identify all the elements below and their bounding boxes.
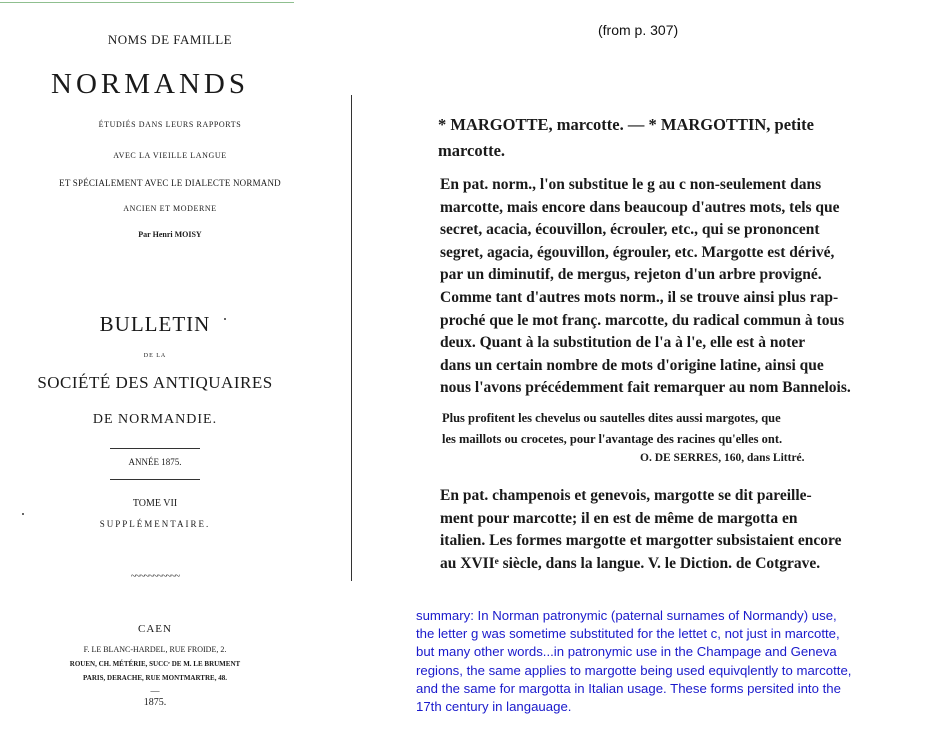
entry-paragraph-2 (440, 485, 880, 575)
imprint-dash: — (150, 686, 160, 696)
quote-line: les maillots ou crocetes, pour l'avantage des racines qu'elles ont. (442, 432, 783, 446)
quotation (442, 408, 882, 450)
text-line: ment pour marcotte; il en est de même de margotta en (440, 509, 798, 527)
title-ancien: ANCIEN ET MODERNE (123, 204, 217, 213)
divider-rule (110, 448, 200, 449)
text-line: segret, agacia, égouvillon, égrouler, etc. Margotte est dérivé, (440, 243, 835, 261)
bulletin-societe: SOCIÉTÉ DES ANTIQUAIRES (37, 373, 273, 392)
summary-line: summary: In Norman patronymic (paternal surnames of Normandy) use, (416, 608, 837, 623)
title-avec: AVEC LA VIEILLE LANGUE (113, 151, 227, 160)
title-normands: NORMANDS (51, 68, 249, 100)
text-line: deux. Quant à la substitution de l'a à l'e, elle est à noter (440, 334, 806, 352)
quotation-citation: O. DE SERRES, 160, dans Littré. (640, 452, 805, 464)
bulletin-de-la: DE LA (143, 353, 167, 359)
text-line: dans un certain nombre de mots d'origine latine, ainsi que (440, 356, 824, 374)
imprint-publisher-1: F. LE BLANC-HARDEL, RUE FROIDE, 2. (83, 645, 227, 654)
text-line: proché que le mot franç. marcotte, du radical commun à tous (440, 311, 845, 329)
title-noms: NOMS DE FAMILLE (107, 32, 233, 47)
bulletin-heading: BULLETIN (99, 312, 211, 336)
bulletin-tome: TOME VII (132, 498, 178, 509)
bulletin-de-normandie: DE NORMANDIE. (92, 412, 218, 427)
bulletin-supplementaire: SUPPLÉMENTAIRE. (99, 519, 211, 529)
entry-heading-line: * MARGOTTE, marcotte. — * MARGOTTIN, petite (438, 115, 814, 134)
summary-line: but many other words...in patronymic use in the Champage and Geneva (416, 644, 837, 660)
divider-rule (110, 479, 200, 480)
text-line: nous l'avons précédemment fait remarquer au nom Bannelois. (440, 379, 851, 397)
text-line: En pat. norm., l'on substitue le g au c non-seulement dans (440, 176, 822, 193)
entry-heading (438, 112, 878, 164)
ornament-divider: ~~~~~~~~~~~ (130, 571, 180, 582)
imprint-year: 1875. (143, 697, 167, 708)
summary-line: regions, the same applies to margotte being used equivqlently to marcotte, (416, 662, 852, 678)
text-line: par un diminutif, de mergus, rejeton d'un arbre provigné. (440, 266, 822, 284)
title-etudies: ÉTUDIÉS DANS LEURS RAPPORTS (98, 120, 242, 129)
text-line: au XVIIᵉ siècle, dans la langue. V. le Diction. de Cotgrave. (440, 554, 821, 572)
summary-line: 17th century in langauage. (416, 699, 572, 715)
imprint-publisher-2: ROUEN, CH. MÉTÉRIE, SUCCʳ DE M. LE BRUMENT (69, 660, 241, 668)
entry-heading-line: marcotte. (438, 141, 506, 160)
speck (224, 318, 226, 320)
speck (22, 513, 24, 515)
text-line: secret, acacia, écouvillon, écrouler, etc., qui se prononcent (440, 221, 820, 239)
entry-paragraph-1 (440, 174, 880, 400)
text-line: italien. Les formes margotte et margotter subsistaient encore (440, 532, 842, 550)
page-gutter-line (351, 95, 352, 581)
title-author: Par Henri MOISY (138, 230, 202, 239)
imprint-city: CAEN (138, 623, 172, 635)
text-line: En pat. champenois et genevois, margotte se dit pareille- (440, 487, 812, 504)
imprint-publisher-3: PARIS, DERACHE, RUE MONTMARTRE, 48. (83, 674, 227, 682)
text-line: Comme tant d'autres mots norm., il se trouve ainsi plus rap- (440, 288, 839, 306)
summary-line: and the same for margotta in Italian usage. These forms persited into the (416, 680, 841, 696)
summary-line: the letter g was sometime substituted for the lettet c, not just in marcotte, (416, 626, 840, 642)
summary-note (416, 607, 916, 716)
top-rule (0, 2, 294, 3)
title-specialement: ET SPÉCIALEMENT AVEC LE DIALECTE NORMAND (59, 178, 281, 188)
text-line: marcotte, mais encore dans beaucoup d'autres mots, tels que (440, 198, 840, 216)
quote-line: Plus profitent les chevelus ou sautelles dites aussi margotes, que (442, 411, 781, 425)
bulletin-annee: ANNÉE 1875. (128, 457, 182, 467)
source-note: (from p. 307) (598, 22, 679, 38)
